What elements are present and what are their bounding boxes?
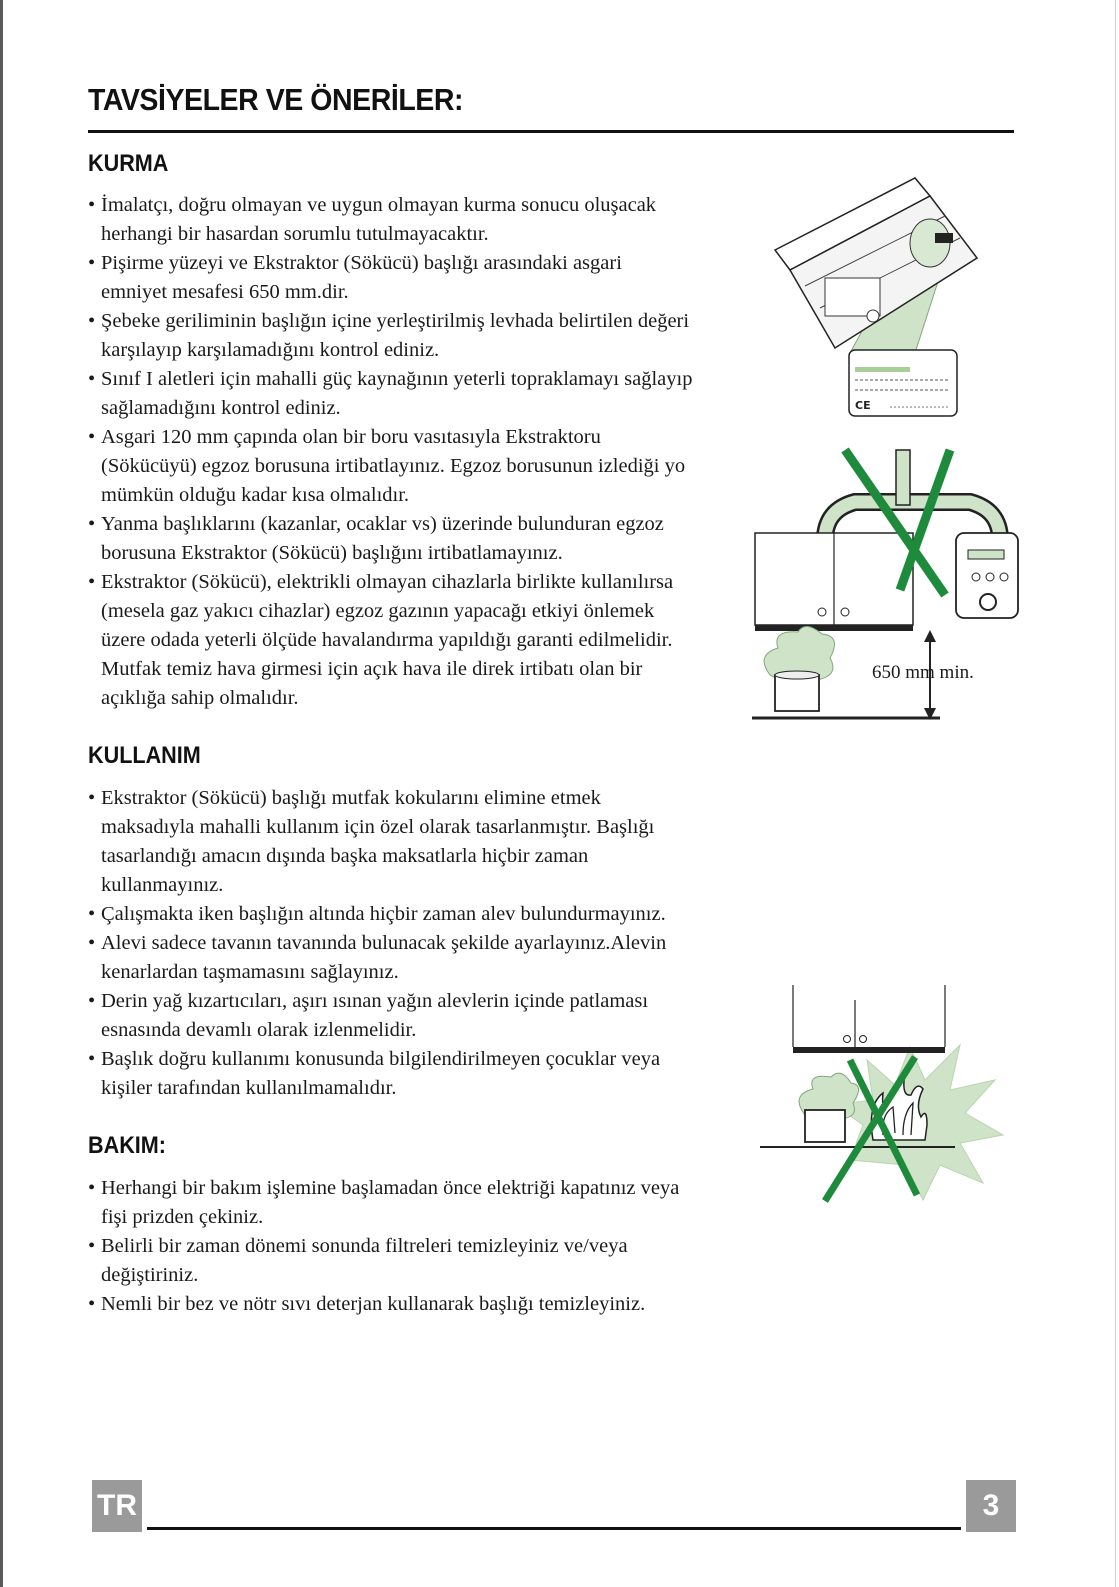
bullet-line: • Pişirme yüzeyi ve Ekstraktor (Sökücü) başlığı arasındaki asgari: [101, 252, 622, 274]
bullet-item: [88, 568, 692, 713]
bullet-line: maksadıyla mahalli kullanım için özel olarak tasarlanmıştır. Başlığı: [101, 816, 655, 838]
bullet-item: [88, 1045, 666, 1103]
bullet-line: tasarlandığı amacın dışında başka maksatlarla hiçbir zaman: [101, 845, 589, 867]
bullet-item: [88, 929, 666, 987]
bullet-line: • Sınıf I aletleri için mahalli güç kaynağının yeterli topraklamayı sağlayıp: [101, 368, 693, 390]
bullet-line: (mesela gaz yakıcı cihazlar) egzoz gazının yapacağı etkiyi önlemek: [101, 600, 655, 622]
bullet-item: [88, 1174, 679, 1232]
bullet-line: emniyet mesafesi 650 mm.dir.: [101, 281, 349, 303]
page-border: [0, 0, 3, 1587]
section-heading-kullanim: KULLANIM: [88, 742, 201, 769]
bullet-item: [88, 1290, 679, 1319]
bullet-line: açıklığa sahip olmalıdır.: [101, 687, 299, 709]
bullet-line: • Ekstraktor (Sökücü) başlığı mutfak kokularını elimine etmek: [101, 787, 601, 809]
no-flame-figure: [755, 985, 1010, 1210]
bullet-line: değiştiriniz.: [101, 1264, 199, 1286]
bullet-line: borusuna Ekstraktor (Sökücü) başlığını irtibatlamayınız.: [101, 542, 563, 564]
page-border-right: [1115, 0, 1116, 1587]
bullet-line: Mutfak temiz hava girmesi için açık hava ile direk irtibatı olan bir: [101, 658, 643, 680]
bullet-line: • Alevi sadece tavanın tavanında bulunacak şekilde ayarlayınız.Alevin: [101, 932, 667, 954]
svg-text:CE: CE: [855, 399, 871, 412]
section-heading-kurma: KURMA: [88, 150, 169, 177]
bullet-line: (Sökücüyü) egzoz borusuna irtibatlayınız. Egzoz borusunun izlediği yo: [101, 455, 686, 477]
bullet-item: [88, 423, 692, 510]
distance-figure: [750, 440, 1040, 730]
hood-rating-plate-figure: [765, 168, 995, 423]
bullet-line: • Derin yağ kızartıcıları, aşırı ısınan yağın alevlerin içinde patlaması: [101, 990, 649, 1012]
section-heading-bakim: BAKIM:: [88, 1132, 166, 1159]
bullet-line: • Yanma başlıklarını (kazanlar, ocaklar vs) üzerinde bulunduran egzoz: [101, 513, 664, 535]
bullet-item: [88, 191, 692, 249]
bullet-line: • Ekstraktor (Sökücü), elektrikli olmayan cihazlarla birlikte kullanılırsa: [101, 571, 674, 593]
footer-rule: [147, 1527, 961, 1530]
bullet-item: [88, 249, 692, 307]
bullet-item: [88, 900, 666, 929]
bullet-line: • Çalışmakta iken başlığın altında hiçbir zaman alev bulundurmayınız.: [101, 903, 666, 925]
kurma-list: [88, 191, 692, 713]
title-rule: [88, 130, 1014, 133]
distance-label: 650 mm min.: [872, 662, 974, 683]
bullet-item: [88, 784, 666, 900]
bullet-line: kişiler tarafından kullanılmamalıdır.: [101, 1077, 397, 1099]
bullet-line: herhangi bir hasardan sorumlu tutulmayacaktır.: [101, 223, 489, 245]
bullet-line: • Herhangi bir bakım işlemine başlamadan önce elektriği kapatınız veya: [101, 1177, 680, 1199]
bullet-item: [88, 510, 692, 568]
language-badge: TR: [92, 1480, 142, 1532]
bullet-line: esnasında devamlı olarak izlenmelidir.: [101, 1019, 417, 1041]
bullet-line: kullanmayınız.: [101, 874, 224, 896]
bullet-line: kenarlardan taşmamasını sağlayınız.: [101, 961, 399, 983]
bullet-line: sağlamadığını kontrol ediniz.: [101, 397, 341, 419]
bullet-item: [88, 307, 692, 365]
bullet-line: • İmalatçı, doğru olmayan ve uygun olmayan kurma sonucu oluşacak: [101, 194, 657, 216]
kullanim-list: [88, 784, 666, 1103]
bullet-item: [88, 365, 692, 423]
bullet-line: • Başlık doğru kullanımı konusunda bilgilendirilmeyen çocuklar veya: [101, 1048, 661, 1070]
page-number-badge: 3: [966, 1480, 1016, 1532]
bullet-line: • Şebeke geriliminin başlığın içine yerleştirilmiş levhada belirtilen değeri: [101, 310, 690, 332]
page-title: TAVSİYELER VE ÖNERİLER:: [88, 82, 464, 117]
bullet-line: • Nemli bir bez ve nötr sıvı deterjan kullanarak başlığı temizleyiniz.: [101, 1293, 646, 1315]
bullet-line: • Belirli bir zaman dönemi sonunda filtreleri temizleyiniz ve/veya: [101, 1235, 628, 1257]
bullet-line: karşılayıp karşılamadığını kontrol ediniz.: [101, 339, 440, 361]
bullet-line: üzere odada yeterli ölçüde havalandırma yapıldığı garanti edilmelidir.: [101, 629, 673, 651]
bullet-line: mümkün olduğu kadar kısa olmalıdır.: [101, 484, 410, 506]
bakim-list: [88, 1174, 679, 1319]
bullet-item: [88, 1232, 679, 1290]
bullet-line: • Asgari 120 mm çapında olan bir boru vasıtasıyla Ekstraktoru: [101, 426, 601, 448]
bullet-line: fişi prizden çekiniz.: [101, 1206, 264, 1228]
bullet-item: [88, 987, 666, 1045]
